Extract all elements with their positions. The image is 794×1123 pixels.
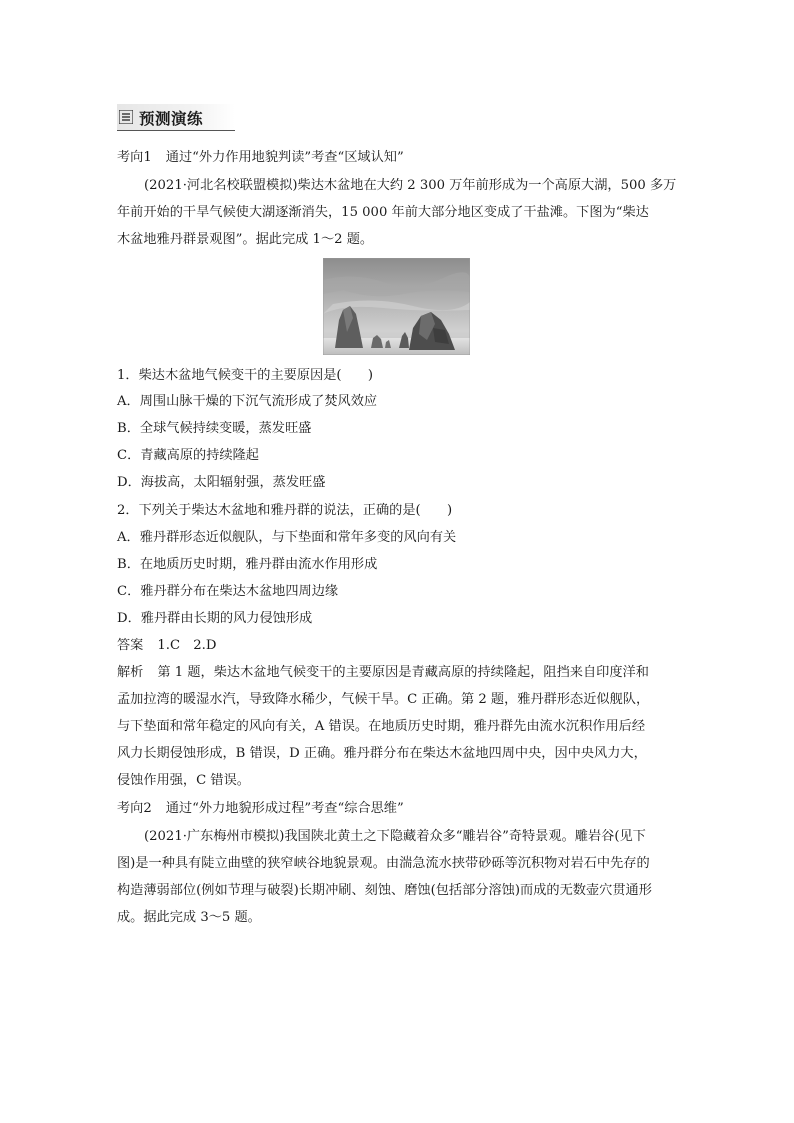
intro2-line: 图)是一种具有陡立曲壁的狭窄峡谷地貌景观。由湍急流水挟带砂砾等沉积物对岩石中先存的 [117,856,650,871]
kaoxiang1-heading [117,150,404,166]
analysis-first-line [117,665,649,681]
section-list-icon [119,110,133,124]
intro2-line: (2021·广东梅州市模拟)我国陕北黄土之下隐藏着众多“雕岩谷”奇特景观。雕岩谷(见下 [144,829,646,844]
q2-option-b: B．在地质历史时期，雅丹群由流水作用形成 [117,557,378,572]
q2-option-a: A．雅丹群形态近似舰队，与下垫面和常年多变的风向有关 [117,530,457,545]
answer-line [117,638,216,654]
analysis-label: 解析 [117,665,144,680]
q1-option-d: D．海拔高，太阳辐射强，蒸发旺盛 [117,475,326,490]
intro1-line: (2021·河北名校联盟模拟)柴达木盆地在大约 2 300 万年前形成为一个高原大湖，500 多万 [144,178,677,193]
q1-option-c: C．青藏高原的持续隆起 [117,448,259,463]
section-header [117,104,235,131]
section-title: 预测演练 [139,110,204,128]
q1-stem: 1．柴达木盆地气候变干的主要原因是( ) [117,368,374,383]
analysis-line: 侵蚀作用强，C 错误。 [117,773,250,788]
intro2-line: 构造薄弱部位(例如节理与破裂)长期冲刷、刻蚀、磨蚀(包括部分溶蚀)而成的无数壶穴贯通形 [117,883,652,898]
intro2-line: 成。据此完成 3～5 题。 [117,910,261,925]
kaoxiang2-label: 考向2 [117,801,152,816]
kaoxiang2-heading [117,801,404,817]
kaoxiang1-text: 通过“外力作用地貌判读”考查“区域认知” [165,150,404,165]
analysis-text: 第 1 题，柴达木盆地气候变干的主要原因是青藏高原的持续隆起，阻挡来自印度洋和 [157,665,649,680]
q2-option-d: D．雅丹群由长期的风力侵蚀形成 [117,611,313,626]
q1-option-b: B．全球气候持续变暖，蒸发旺盛 [117,421,312,436]
analysis-line: 孟加拉湾的暖湿水汽，导致降水稀少，气候干旱。C 正确。第 2 题，雅丹群形态近似舰队， [117,692,650,707]
answer-text: 1.C 2.D [157,638,217,653]
intro1-line: 年前开始的干旱气候使大湖逐渐消失，15 000 年前大部分地区变成了干盐滩。下图为“柴达 [117,205,649,220]
kaoxiang1-label: 考向1 [117,150,152,165]
q2-option-c: C．雅丹群分布在柴达木盆地四周边缘 [117,584,339,599]
answer-label: 答案 [117,638,144,653]
q2-stem: 2．下列关于柴达木盆地和雅丹群的说法，正确的是( ) [117,503,453,518]
q1-option-a: A．周围山脉干燥的下沉气流形成了焚风效应 [117,394,378,409]
kaoxiang2-text: 通过“外力地貌形成过程”考查“综合思维” [165,801,404,816]
intro1-line: 木盆地雅丹群景观图”。据此完成 1～2 题。 [117,232,374,247]
yardang-landscape-photo [323,258,470,355]
analysis-line: 风力长期侵蚀形成，B 错误，D 正确。雅丹群分布在柴达木盆地四周中央，因中央风力大， [117,746,647,761]
analysis-line: 与下垫面和常年稳定的风向有关，A 错误。在地质历史时期，雅丹群先由流水沉积作用后经 [117,719,646,734]
